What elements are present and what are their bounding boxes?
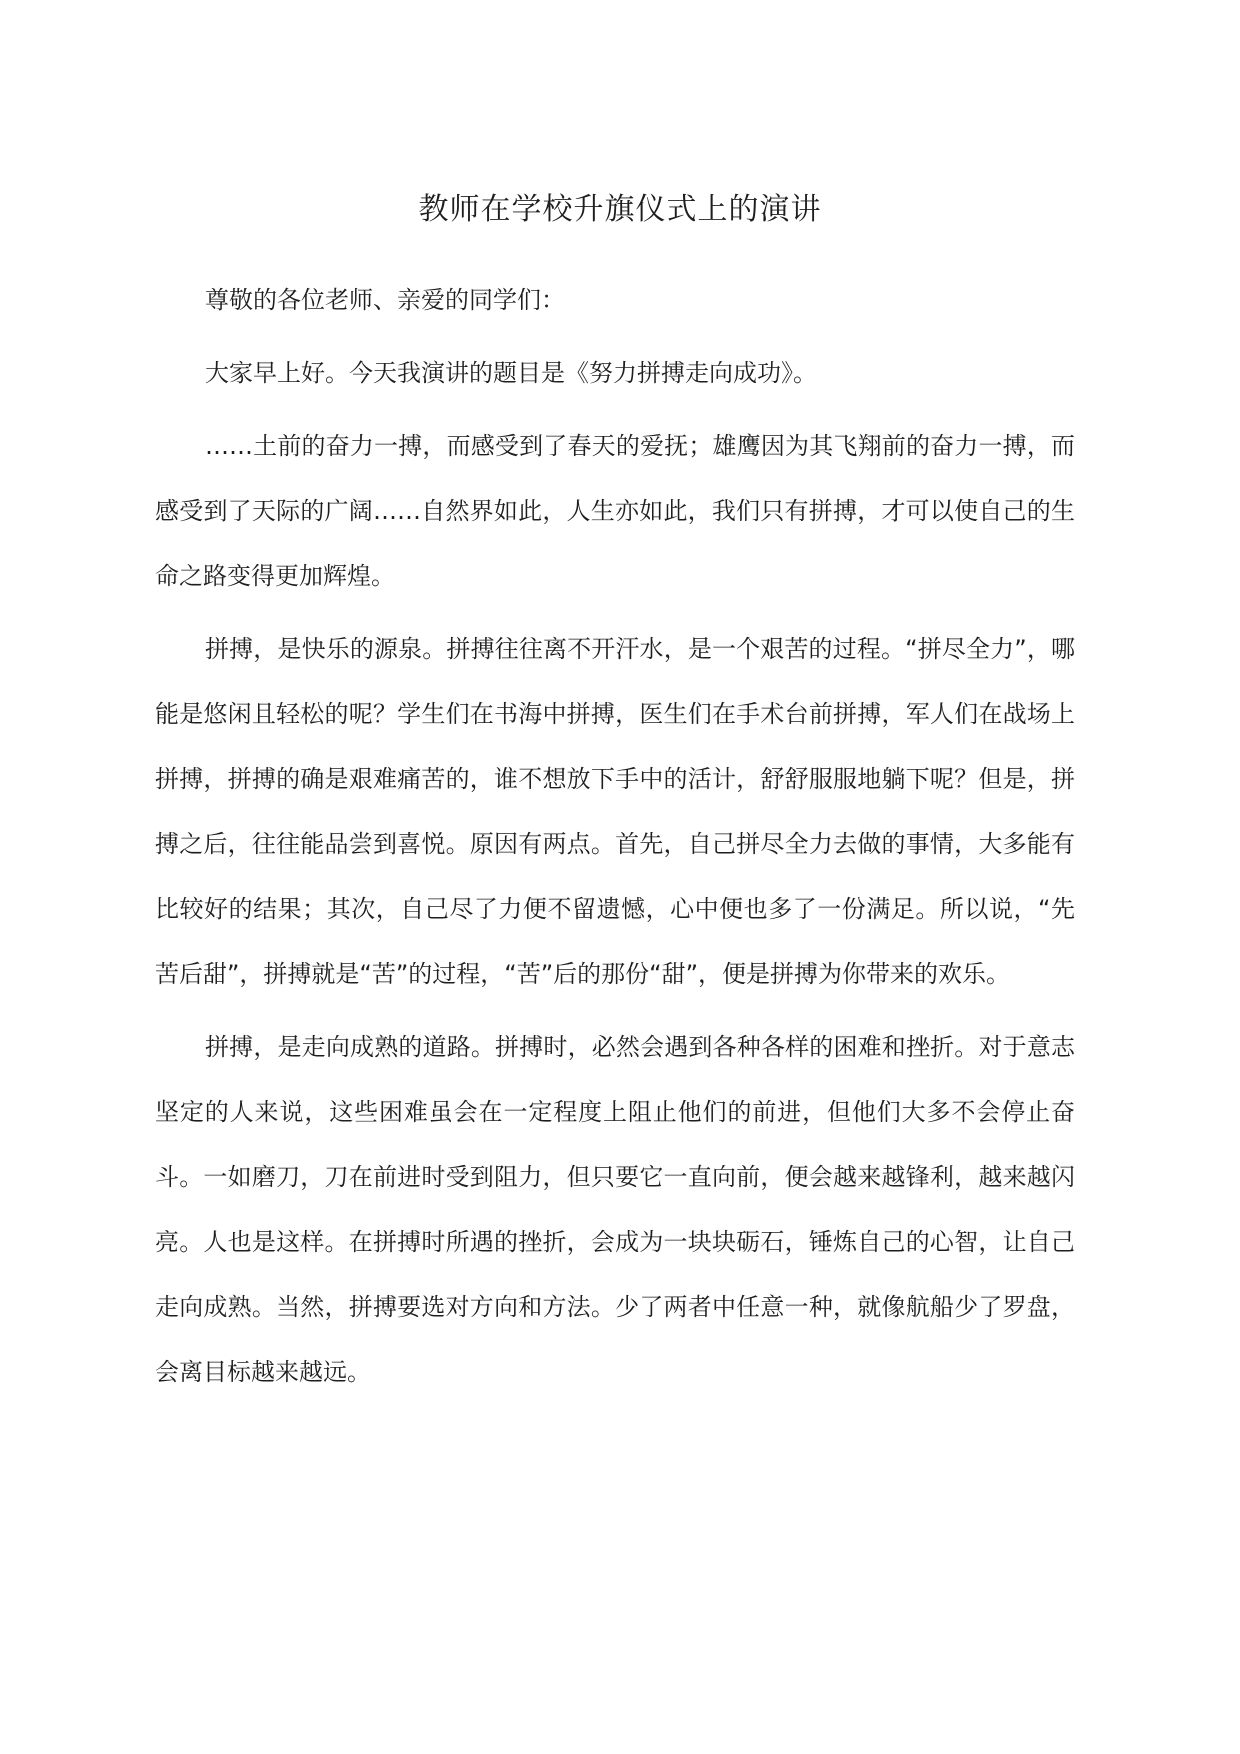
document-title: 教师在学校升旗仪式上的演讲 <box>418 192 822 227</box>
salutation-paragraph: 尊敬的各位老师、亲爱的同学们： <box>205 286 565 314</box>
greeting-paragraph: 大家早上好。今天我演讲的题目是《努力拼搏走向成功》。 <box>205 359 817 387</box>
joy-paragraph: 拼搏，是快乐的源泉。拼搏往往离不开汗水，是一个艰苦的过程。“拼尽全力”，哪能是悠闲且轻松的呢？学生们在书海中拼搏，医生们在手术台前拼搏，军人们在战场上拼搏，拼搏的确是艰难痛苦的，谁不想放下手中的活计，舒舒服服地躺下呢？但是，拼搏之后，往往能品尝到喜悦。原因有两点。首先，自己拼尽全力去做的事情，大多能有比较好的结果；其次，自己尽了力便不留遗憾，心中便也多了一份满足。所以说，“先苦后甜”，拼搏就是“苦”的过程，“苦”后的那份“甜”，便是拼搏为你带来的欢乐。 <box>155 635 1075 988</box>
document-body <box>155 268 1075 1413</box>
intro-paragraph: ……土前的奋力一搏，而感受到了春天的爱抚；雄鹰因为其飞翔前的奋力一搏，而感受到了天际的广阔……自然界如此，人生亦如此，我们只有拼搏，才可以使自己的生命之路变得更加辉煌。 <box>155 432 1075 590</box>
maturity-paragraph: 拼搏，是走向成熟的道路。拼搏时，必然会遇到各种各样的困难和挫折。对于意志坚定的人来说，这些困难虽会在一定程度上阻止他们的前进，但他们大多不会停止奋斗。一如磨刀，刀在前进时受到阻力，但只要它一直向前，便会越来越锋利，越来越闪亮。人也是这样。在拼搏时所遇的挫折，会成为一块块砺石，锤炼自己的心智，让自己走向成熟。当然，拼搏要选对方向和方法。少了两者中任意一种，就像航船少了罗盘，会离目标越来越远。 <box>155 1033 1075 1386</box>
